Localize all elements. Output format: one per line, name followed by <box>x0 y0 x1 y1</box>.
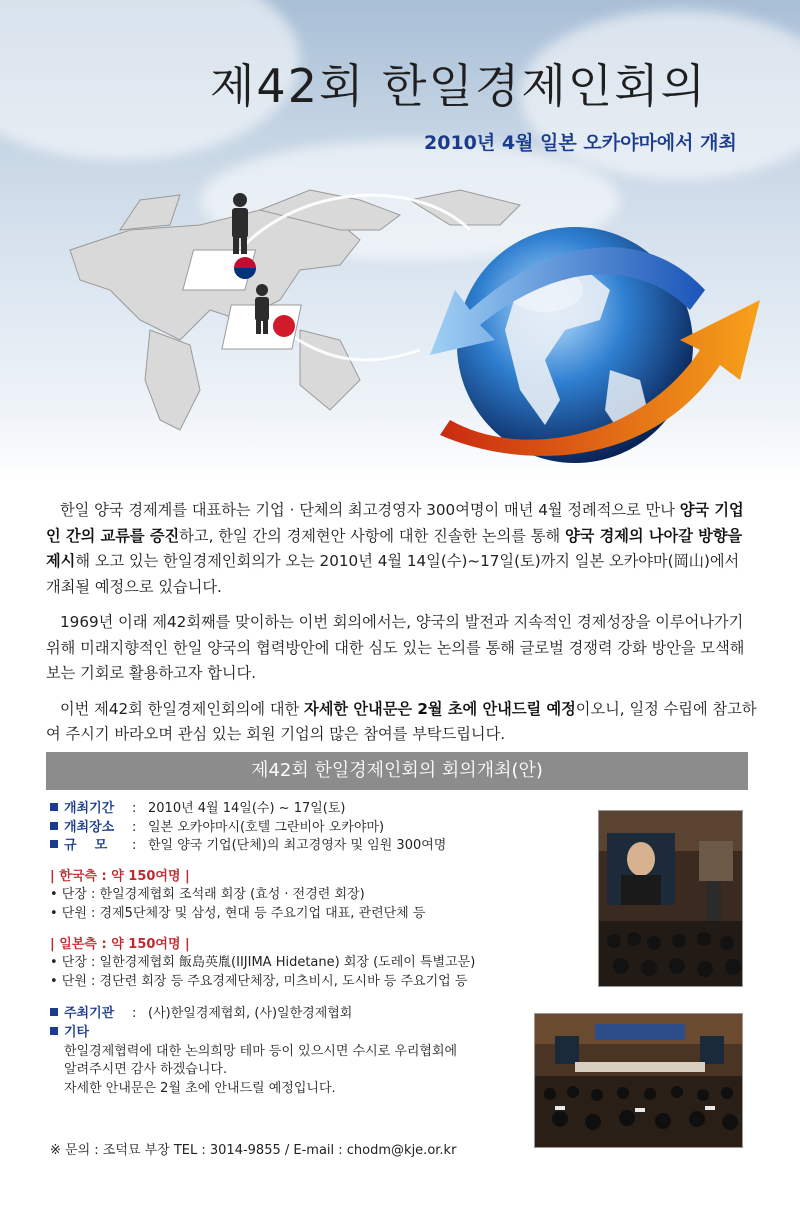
meeting-details <box>50 800 590 1098</box>
conference-photo-2 <box>534 1013 743 1148</box>
schedule-period: 개최기간 : 2010년 4월 14일(수) ~ 17일(토) <box>50 800 590 819</box>
intro-paragraph-2: 1969년 이래 제42회째를 맞이하는 이번 회의에서는, 양국의 발전과 지속적인 경제성장을 이루어나가기 위해 미래지향적인 한일 양국의 협력방안에 대한 심도 있는 논의를 통해 글로벌 경쟁력 강화 방안을 모색해 보는 기회로 활용하고자 합니다. <box>46 613 745 682</box>
etc-line: 자세한 안내문은 2월 초에 안내드릴 예정입니다. <box>64 1080 336 1096</box>
page-title: 제42회 한일경제인회의 <box>210 59 708 113</box>
bullet-square-icon <box>50 840 58 848</box>
intro-paragraph-1: 한일 양국 경제계를 대표하는 기업 · 단체의 최고경영자 300여명이 매년 4월 정례적으로 만나 양국 기업인 간의 교류를 증진하고, 한일 간의 경제현안 사항에 대한 진솔한 논의를 통해 양국 경제의 나아갈 방향을 제시해 오고 있는 한일경제인회의가 오는 2010년 4월 14일(수)~17일(토)까지 일본 오카야마(岡山)에서 개최될 예정으로 있습니다. <box>46 501 744 596</box>
bullet-square-icon <box>50 1027 58 1035</box>
conference-photo-1 <box>598 810 743 987</box>
bullet-square-icon <box>50 822 58 830</box>
korea-side-item: • 단장 : 한일경제협회 조석래 회장 (효성 · 전경련 회장) <box>50 887 365 903</box>
host-organizations: 주최기관 : (사)한일경제협회, (사)일한경제협회 <box>50 1005 590 1024</box>
etc-line: 한일경제협력에 대한 논의희망 테마 등이 있으시면 수시로 우리협회에 <box>64 1043 458 1059</box>
schedule-venue: 개최장소 : 일본 오카야마시(호텔 그란비아 오카야마) <box>50 819 590 838</box>
etc-line: 알려주시면 감사 하겠습니다. <box>64 1062 228 1078</box>
page-subtitle: 2010년 4월 일본 오카야마에서 개최 <box>424 132 737 154</box>
korea-side-item: • 단원 : 경제5단체장 및 삼성, 현대 등 주요기업 대표, 관련단체 등 <box>50 905 426 921</box>
japan-side-item: • 단장 : 일한경제협회 飯島英胤(IIJIMA Hidetane) 회장 (도레이 특별고문) <box>50 955 476 971</box>
bullet-square-icon <box>50 1008 58 1016</box>
section-title-bar: 제42회 한일경제인회의 회의개최(안) <box>46 752 748 790</box>
contact-info: ※ 문의 : 조덕묘 부장 TEL : 3014-9855 / E-mail : chodm@kje.or.kr <box>50 1143 457 1158</box>
japan-side-heading: | 일본측 : 약 150여명 | <box>50 936 190 952</box>
korea-flag-icon <box>183 250 256 290</box>
schedule-scale: 규 모 : 한일 양국 기업(단체)의 최고경영자 및 임원 300여명 <box>50 837 590 856</box>
intro-paragraph-3: 이번 제42회 한일경제인회의에 대한 자세한 안내문은 2월 초에 안내드릴 예정이오니, 일정 수립에 참고하여 주시기 바라오며 관심 있는 회원 기업의 많은 참여를 부탁드립니다. <box>46 699 757 743</box>
japan-side-item: • 단원 : 경단련 회장 등 주요경제단체장, 미츠비시, 도시바 등 주요기업 등 <box>50 973 468 989</box>
intro-text <box>46 498 758 758</box>
hero-banner <box>0 0 800 480</box>
bullet-square-icon <box>50 803 58 811</box>
world-map-globe-illustration <box>0 170 800 470</box>
etc-heading: 기타 <box>50 1024 590 1043</box>
korea-side-heading: | 한국측 : 약 150여명 | <box>50 868 190 884</box>
